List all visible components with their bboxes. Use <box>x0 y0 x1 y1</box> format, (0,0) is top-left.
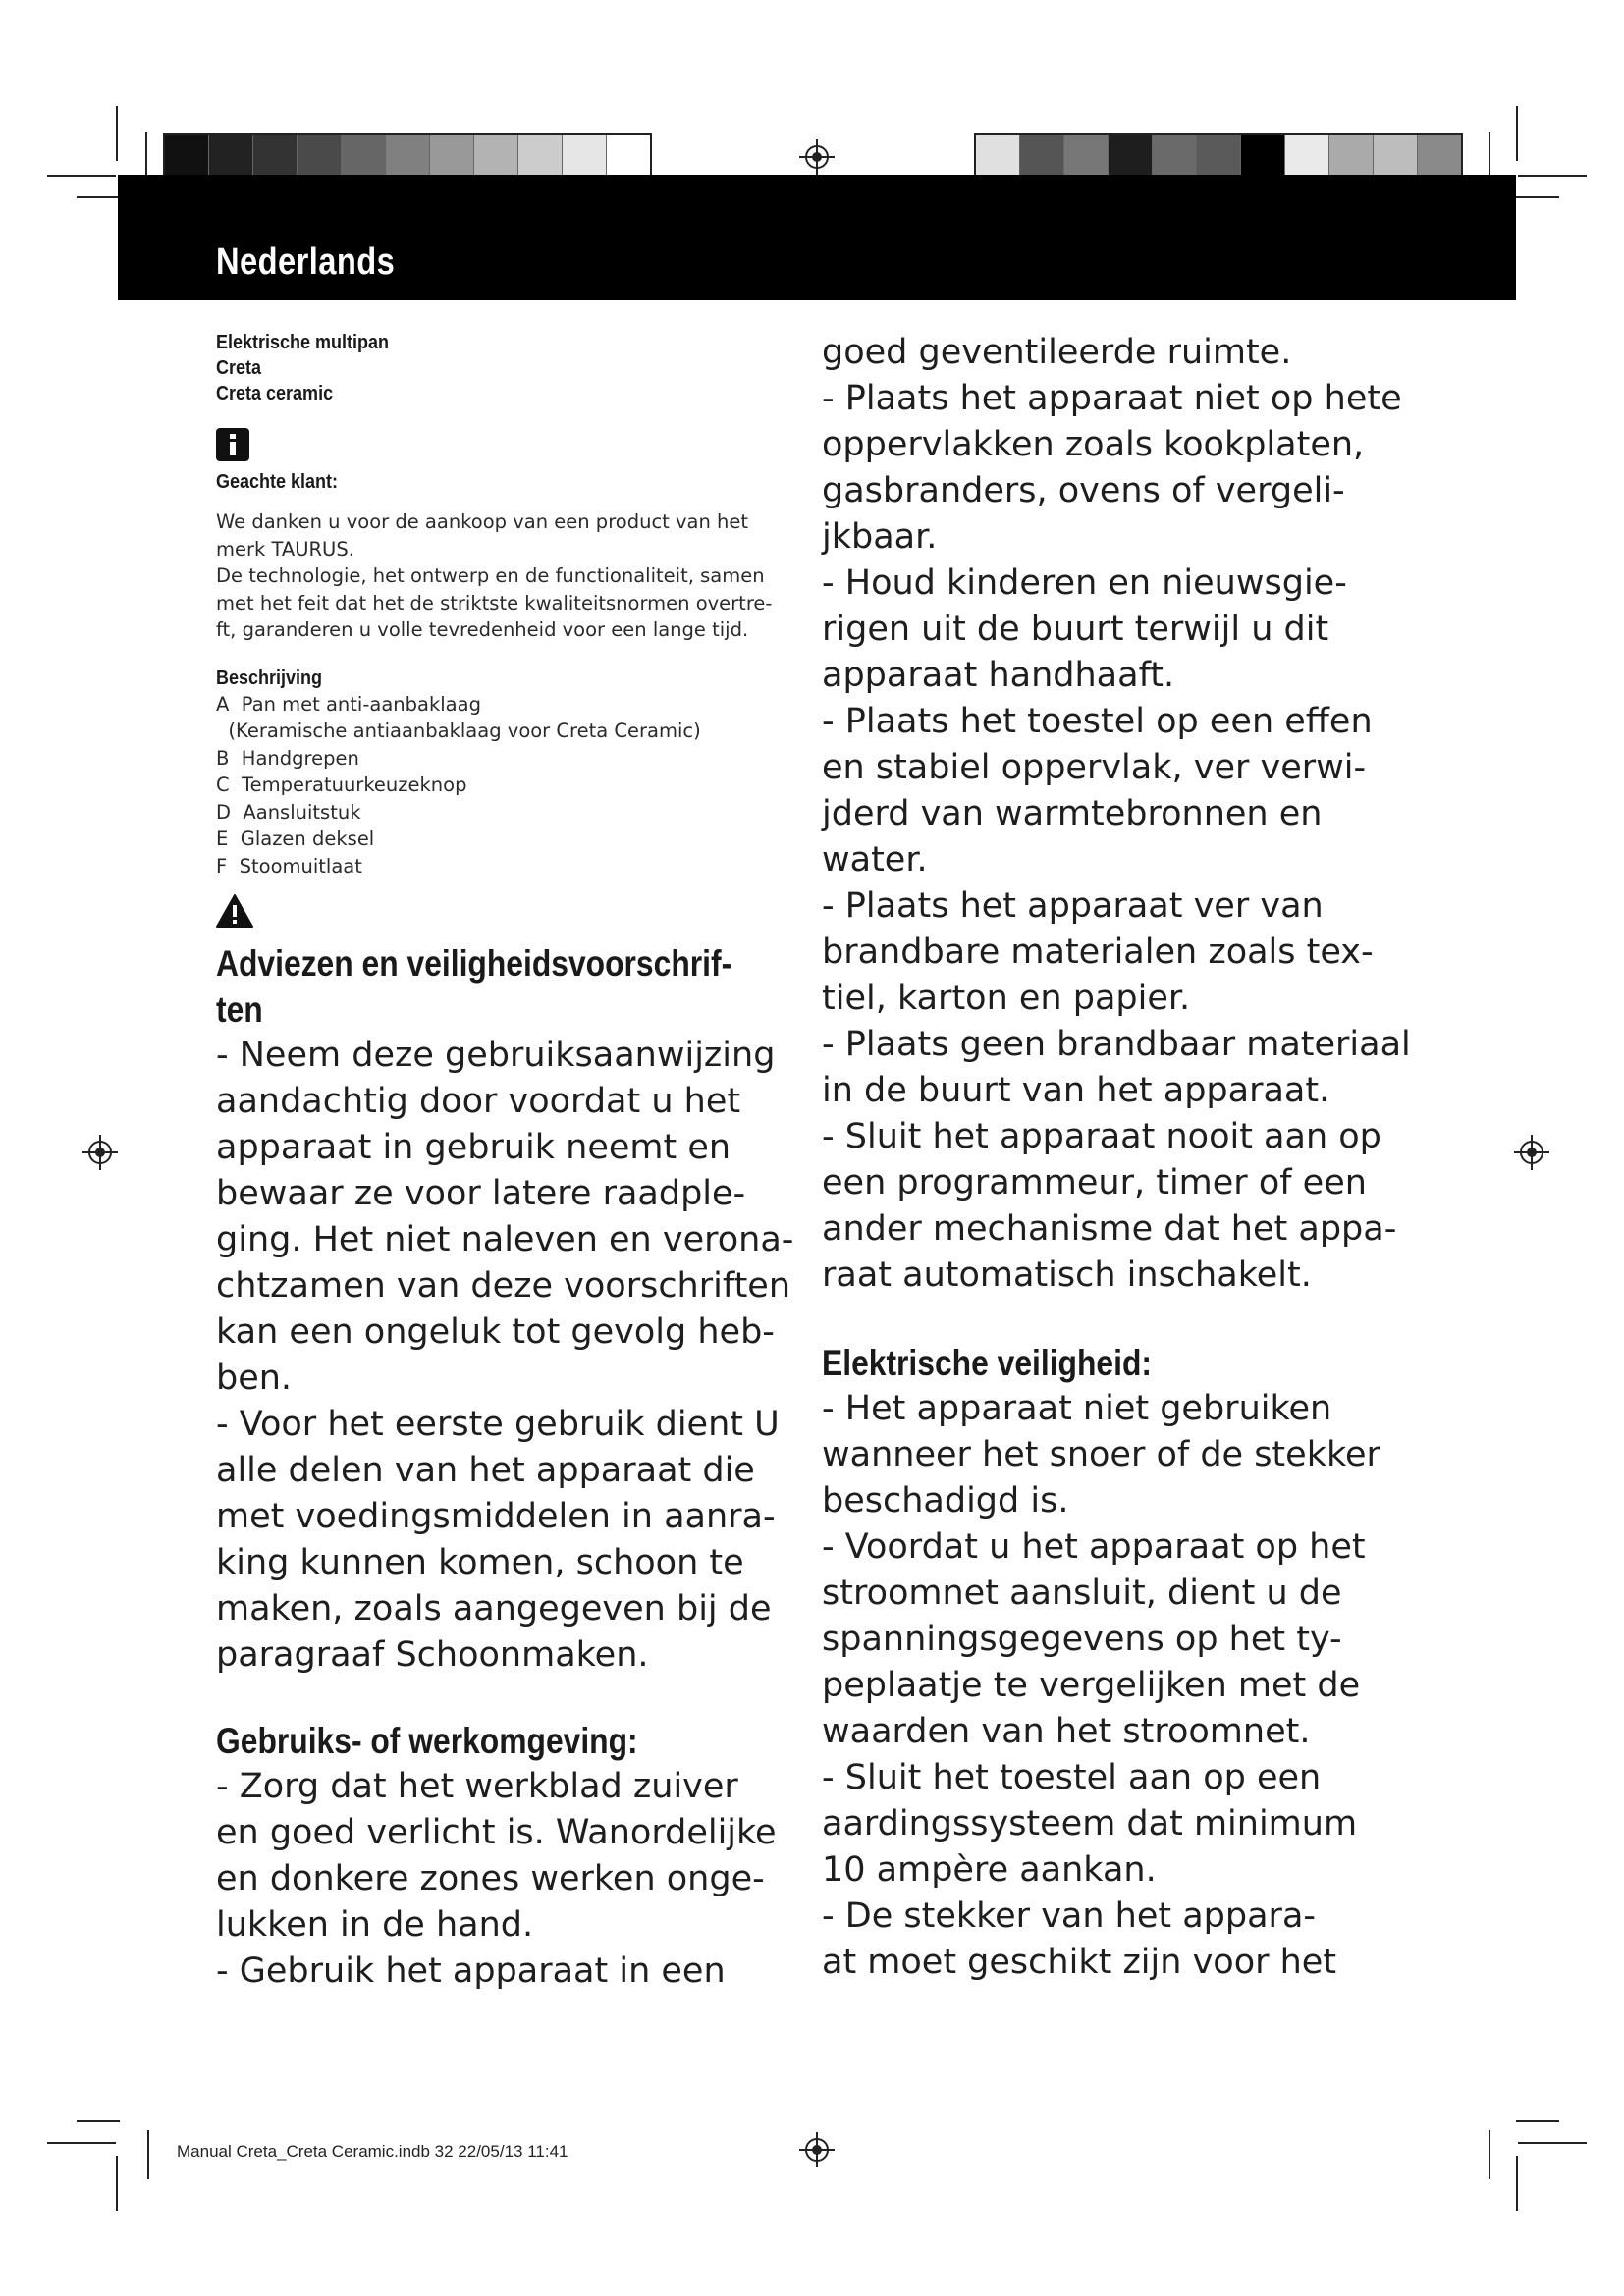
right-column <box>822 330 1411 1986</box>
text-line: stroomnet aansluit, dient u de <box>822 1574 1342 1613</box>
text-line: water. <box>822 840 928 880</box>
text-line: en goed verlicht is. Wanordelijke <box>216 1813 777 1852</box>
text-line: - De stekker van het appara- <box>822 1896 1317 1936</box>
text-line: jderd van warmtebronnen en <box>822 794 1323 833</box>
crop-mark <box>116 106 118 161</box>
text-line: beschadigd is. <box>822 1481 1069 1521</box>
description-list <box>216 691 785 881</box>
text-line: ander mechanisme dat het appa- <box>822 1209 1397 1249</box>
intro-line: merk TAURUS. <box>216 537 354 561</box>
text-line: ging. Het niet naleven en verona- <box>216 1220 794 1259</box>
text-line: tiel, karton en papier. <box>822 979 1191 1018</box>
list-item: F Stoomuitlaat <box>216 854 362 878</box>
intro-line: ft, garanderen u volle tevredenheid voor een lange tijd. <box>216 618 749 641</box>
language-title: Nederlands <box>216 241 396 283</box>
crop-mark <box>77 2120 120 2122</box>
list-item: A Pan met anti-aanbaklaag <box>216 692 481 716</box>
text-line: - Voor het eerste gebruik dient U <box>216 1405 780 1444</box>
text-line: - Plaats het apparaat ver van <box>822 886 1324 926</box>
text-line: apparaat in gebruik neemt en <box>216 1128 731 1167</box>
crop-mark <box>1516 2120 1559 2122</box>
registration-mark-icon <box>799 139 835 175</box>
registration-mark-icon <box>82 1135 118 1170</box>
text-line: waarden van het stroomnet. <box>822 1712 1311 1751</box>
text-line: - Zorg dat het werkblad zuiver <box>216 1767 738 1806</box>
text-line: wanneer het snoer of de stekker <box>822 1435 1380 1474</box>
list-item: C Temperatuurkeuzeknop <box>216 774 467 796</box>
text-line: jkbaar. <box>822 517 938 557</box>
text-line: gasbranders, ovens of vergeli- <box>822 471 1345 510</box>
text-line: aardingssysteem dat minimum <box>822 1804 1358 1843</box>
crop-mark <box>1516 2156 1518 2211</box>
text-line: een programmeur, timer of een <box>822 1163 1367 1202</box>
text-line: apparaat handhaaft. <box>822 656 1175 695</box>
text-line: in de buurt van het apparaat. <box>822 1071 1330 1110</box>
text-line: rigen uit de buurt terwijl u dit <box>822 610 1329 649</box>
crop-mark <box>47 175 116 177</box>
list-item: B Handgrepen <box>216 746 359 770</box>
intro-line: met het feit dat het de striktste kwaliteitsnormen overtre- <box>216 591 773 614</box>
text-line: - Het apparaat niet gebruiken <box>822 1389 1332 1428</box>
warning-icon <box>216 893 253 929</box>
list-item: (Keramische antiaanbaklaag voor Creta Ceramic) <box>216 720 701 742</box>
text-line: maken, zoals aangegeven bij de <box>216 1589 772 1629</box>
crop-mark <box>1518 175 1587 177</box>
text-line: alle delen van het apparaat die <box>216 1451 755 1490</box>
text-line: - Plaats geen brandbaar materiaal <box>822 1025 1411 1064</box>
environment-paragraph-continued <box>822 330 1411 1299</box>
crop-mark <box>77 196 120 198</box>
safety-title-line: ten <box>216 989 263 1030</box>
text-line: - Sluit het apparaat nooit aan op <box>822 1117 1381 1156</box>
text-line: paragraaf Schoonmaken. <box>216 1635 649 1675</box>
info-icon <box>216 428 249 461</box>
text-line: - Sluit het toestel aan op een <box>822 1758 1322 1797</box>
crop-mark <box>47 2142 116 2144</box>
text-line: - Plaats het apparaat niet op hete <box>822 379 1402 418</box>
product-model: Creta ceramic <box>216 383 334 404</box>
print-imprint: Manual Creta_Creta Ceramic.indb 32 22/05/13 11:41 <box>177 2142 568 2161</box>
text-line: en stabiel oppervlak, ver verwi- <box>822 748 1367 787</box>
intro-line: De technologie, het ontwerp en de functionaliteit, samen <box>216 564 765 587</box>
product-name-block <box>216 330 785 406</box>
text-line: - Neem deze gebruiksaanwijzing <box>216 1036 776 1075</box>
list-item: E Glazen deksel <box>216 828 375 850</box>
text-line: aandachtig door voordat u het <box>216 1082 741 1121</box>
text-line: goed geventileerde ruimte. <box>822 333 1292 372</box>
text-line: - Gebruik het apparaat in een <box>216 1951 726 1991</box>
intro-line: We danken u voor de aankoop van een product van het <box>216 510 749 533</box>
crop-mark <box>1489 2130 1490 2179</box>
environment-title: Gebruiks- of werkomgeving: <box>216 1721 638 1761</box>
text-line: lukken in de hand. <box>216 1905 534 1945</box>
text-line: bewaar ze voor latere raadple- <box>216 1174 746 1213</box>
description-title: Beschrijving <box>216 667 323 689</box>
crop-mark <box>1516 106 1518 161</box>
text-line: - Voordat u het apparaat op het <box>822 1527 1366 1567</box>
crop-mark <box>1516 196 1559 198</box>
registration-mark-icon <box>799 2132 835 2167</box>
safety-title <box>216 940 785 1033</box>
safety-paragraph <box>216 1033 794 1679</box>
text-line: brandbare materialen zoals tex- <box>822 933 1374 972</box>
intro-paragraph <box>216 508 785 644</box>
crop-mark <box>1518 2142 1587 2144</box>
electrical-safety-title: Elektrische veiligheid: <box>822 1343 1153 1383</box>
product-model: Creta <box>216 357 262 379</box>
environment-paragraph <box>216 1764 785 1995</box>
crop-mark <box>147 2130 149 2179</box>
safety-title-line: Adviezen en veiligheidsvoorschrif- <box>216 943 732 984</box>
greeting: Geachte klant: <box>216 471 339 493</box>
text-line: at moet geschikt zijn voor het <box>822 1943 1337 1982</box>
electrical-safety-paragraph <box>822 1386 1411 1986</box>
text-line: king kunnen komen, schoon te <box>216 1543 744 1582</box>
left-column <box>216 330 794 1995</box>
product-name: Elektrische multipan <box>216 332 390 353</box>
registration-mark-icon <box>1514 1135 1549 1170</box>
text-line: - Houd kinderen en nieuwsgie- <box>822 563 1347 603</box>
text-line: oppervlakken zoals kookplaten, <box>822 425 1365 464</box>
text-line: raat automatisch inschakelt. <box>822 1255 1312 1295</box>
list-item: D Aansluitstuk <box>216 800 361 824</box>
text-line: en donkere zones werken onge- <box>216 1859 765 1898</box>
text-line: met voedingsmiddelen in aanra- <box>216 1497 776 1536</box>
text-line: chtzamen van deze voorschriften <box>216 1266 791 1306</box>
text-line: ben. <box>216 1359 293 1398</box>
text-line: spanningsgegevens op het ty- <box>822 1620 1342 1659</box>
text-line: peplaatje te vergelijken met de <box>822 1666 1361 1705</box>
crop-mark <box>116 2156 118 2211</box>
text-line: - Plaats het toestel op een effen <box>822 702 1373 741</box>
text-line: kan een ongeluk tot gevolg heb- <box>216 1312 775 1352</box>
text-line: 10 ampère aankan. <box>822 1850 1157 1890</box>
